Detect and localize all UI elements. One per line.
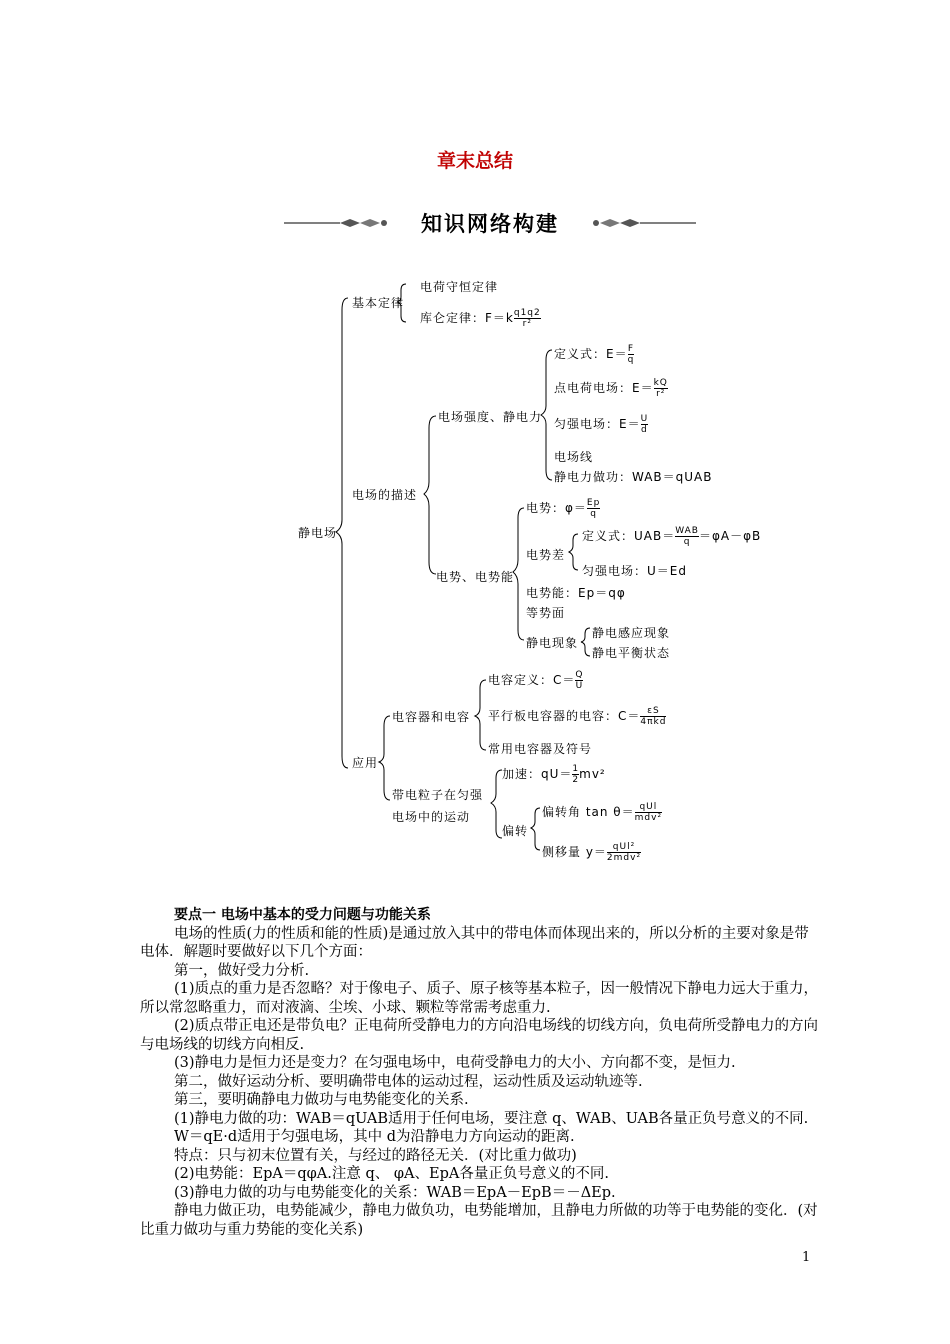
node-field-lines: 电场线: [554, 450, 594, 464]
node-basic-laws: 基本定律: [352, 296, 405, 310]
node-parallel-plate: 平行板电容器的电容：C＝ εS 4πkd: [488, 706, 667, 727]
node-pd-definition: 定义式：UAB＝ WAB q ＝φA－φB: [582, 526, 762, 547]
pd-fraction: WAB q: [675, 526, 699, 547]
parallel-plate-fraction: εS 4πkd: [640, 706, 667, 727]
banner-title: 知识网络构建: [421, 212, 559, 236]
node-work: 静电力做功：WAB＝qUAB: [554, 470, 713, 484]
paragraph: (1)质点的重力是否忽略？对于像电子、质子、原子核等基本粒子，因一般情况下静电力远大于重力，所以常忽略重力，而对液滴、尘埃、小球、颗粒等常需考虑重力.: [140, 981, 819, 1016]
definition-fraction: $\frac{F}{q}$: [627, 344, 635, 365]
paragraph: (1)静电力做的功：WAB＝qUAB适用于任何电场，要注意 q、WAB、UAB各量正负号意义的不同.: [174, 1110, 809, 1127]
paragraph: 静电力做正功，电势能减少，静电力做负功，电势能增加，且静电力所做的功等于电势能的变化．(对比重力做功与重力势能的变化关系): [140, 1203, 818, 1238]
node-common-capacitors: 常用电容器及符号: [488, 742, 593, 756]
capacitance-fraction: $\frac{Q}{U}$: [575, 670, 584, 691]
node-uniform-field: 匀强电场：E＝ $\frac{U}{d}$: [554, 414, 649, 435]
node-displacement: 侧移量 y＝ qUl² 2mdv²: [542, 842, 642, 863]
node-capacitance-def: 电容定义：C＝ $\frac{Q}{U}$: [488, 670, 584, 691]
node-acceleration: 加速：qU＝ $\frac{1}{2}$ mv²: [502, 764, 606, 785]
main-text: [140, 906, 820, 1239]
knowledge-tree: [290, 270, 762, 870]
paragraph: 第一，做好受力分析.: [174, 962, 310, 979]
node-deflection-angle: 偏转角 tan θ＝ qUl mdv²: [542, 802, 663, 823]
page-number: 1: [802, 1250, 811, 1265]
paragraph: 第二，做好运动分析、要明确带电体的运动过程，运动性质及运动轨迹等.: [174, 1073, 643, 1090]
section-banner: [280, 206, 700, 240]
chapter-title: 章末总结: [436, 150, 513, 172]
acceleration-fraction: $\frac{1}{2}$: [572, 764, 580, 785]
paragraph: (2)质点带正电还是带负电？正电荷所受静电力的方向沿电场线的切线方向，负电荷所受静电力的方向与电场线的切线方向相反.: [140, 1018, 819, 1053]
potential-fraction: $\frac{Ep}{q}$: [586, 498, 601, 519]
paragraph: 电场的性质(力的性质和能的性质)是通过放入其中的带电体而体现出来的，所以分析的主要对象是带电体．解题时要做好以下几个方面：: [140, 925, 809, 960]
coulomb-fraction: $\frac{q1q2}{\text{r²}}$: [513, 308, 541, 329]
node-applications: 应用: [352, 756, 379, 770]
uniform-field-fraction: $\frac{U}{d}$: [640, 414, 649, 435]
node-field-strength: 电场强度、静电力: [438, 410, 543, 424]
node-point-charge: 点电荷电场：E＝ $\frac{kQ}{\text{r²}}$: [554, 378, 668, 399]
node-definition: 定义式：E＝ $\frac{F}{q}$: [554, 344, 635, 365]
node-coulomb-law: 库仑定律：F＝k $\frac{q1q2}{\text{r²}}$: [420, 308, 541, 329]
node-electrostatic: 静电现象: [526, 636, 579, 650]
displacement-fraction: qUl² 2mdv²: [606, 842, 642, 863]
node-capacitor: 电容器和电容: [392, 710, 471, 724]
paragraph: (3)静电力是恒力还是变力？在匀强电场中，电荷受静电力的大小、方向都不变，是恒力.: [174, 1055, 736, 1071]
node-potential-def: 电势：φ＝ $\frac{Ep}{q}$: [526, 498, 601, 519]
node-pd-uniform: 匀强电场：U＝Ed: [582, 564, 687, 578]
node-root: 静电场: [298, 526, 338, 540]
node-particle-motion-2: 电场中的运动: [392, 810, 471, 824]
paragraph: 第三，要明确静电力做功与电势能变化的关系.: [174, 1092, 469, 1108]
node-potential: 电势、电势能: [436, 570, 515, 584]
node-equipotential: 等势面: [526, 606, 566, 620]
section-heading: 要点一 电场中基本的受力问题与功能关系: [174, 907, 431, 923]
paragraph: (2)电势能：EpA＝qφA.注意 q、 φA、EpA各量正负号意义的不同.: [174, 1166, 609, 1182]
paragraph: W＝qE·d适用于匀强电场，其中 d为沿静电力方向运动的距离.: [174, 1129, 575, 1145]
node-potential-energy: 电势能：Ep＝qφ: [526, 586, 626, 600]
node-potential-difference: 电势差: [526, 548, 566, 562]
node-charge-conservation: 电荷守恒定律: [420, 280, 499, 294]
node-deflection: 偏转: [502, 824, 529, 838]
node-field-description: 电场的描述: [352, 488, 418, 502]
deflection-angle-fraction: qUl mdv²: [634, 802, 663, 823]
point-charge-fraction: $\frac{kQ}{\text{r²}}$: [653, 378, 668, 399]
node-induction: 静电感应现象: [592, 626, 671, 640]
node-particle-motion-1: 带电粒子在匀强: [392, 788, 484, 802]
paragraph: 特点：只与初末位置有关，与经过的路径无关．(对比重力做功): [174, 1147, 577, 1164]
node-equilibrium: 静电平衡状态: [592, 646, 671, 660]
paragraph: (3)静电力做的功与电势能变化的关系：WAB＝EpA－EpB＝－ΔEp.: [174, 1184, 616, 1201]
